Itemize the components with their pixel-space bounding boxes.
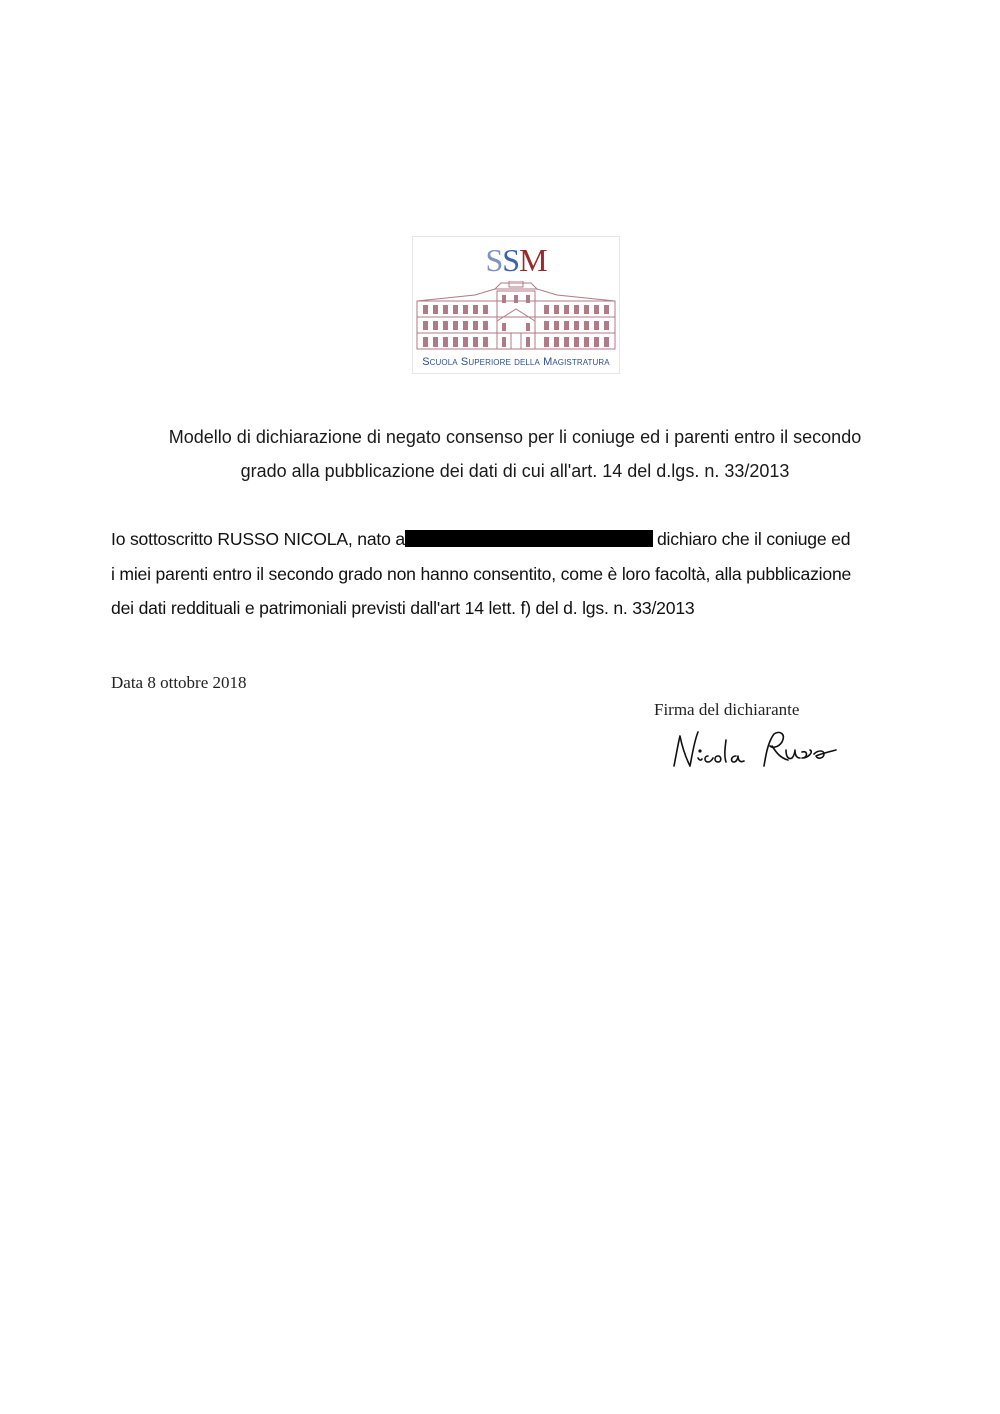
title-line-1: Modello di dichiarazione di negato consenso per li coniuge ed i parenti entro il secondo bbox=[168, 427, 862, 447]
ssm-logo bbox=[412, 236, 620, 374]
logo-caption: Scuola Superiore della Magistratura bbox=[422, 356, 610, 368]
title-line-2: grado alla pubblicazione dei dati di cui all'art. 14 del d.lgs. n. 33/2013 bbox=[240, 461, 790, 481]
body-line-3: dei dati reddituali e patrimoniali previsti dall'art 14 lett. f) del d. lgs. n. 33/2013 bbox=[111, 598, 695, 618]
logo-acronym: SSM bbox=[485, 242, 547, 278]
handwritten-signature bbox=[668, 726, 848, 774]
body-line-1 bbox=[111, 522, 901, 557]
body-line-1-end: dichiaro che il coniuge ed bbox=[656, 529, 851, 549]
date-line: Data 8 ottobre 2018 bbox=[111, 673, 247, 692]
document-title bbox=[110, 420, 920, 488]
body-line-2: i miei parenti entro il secondo grado non hanno consentito, come è loro facoltà, alla pubblicazione bbox=[111, 563, 852, 584]
body-line-1-start: Io sottoscritto RUSSO NICOLA, nato a bbox=[111, 529, 405, 549]
signature-label: Firma del dichiarante bbox=[654, 700, 800, 719]
declaration-body bbox=[111, 522, 901, 626]
building-illustration bbox=[415, 281, 617, 353]
redaction-bar bbox=[405, 530, 653, 547]
